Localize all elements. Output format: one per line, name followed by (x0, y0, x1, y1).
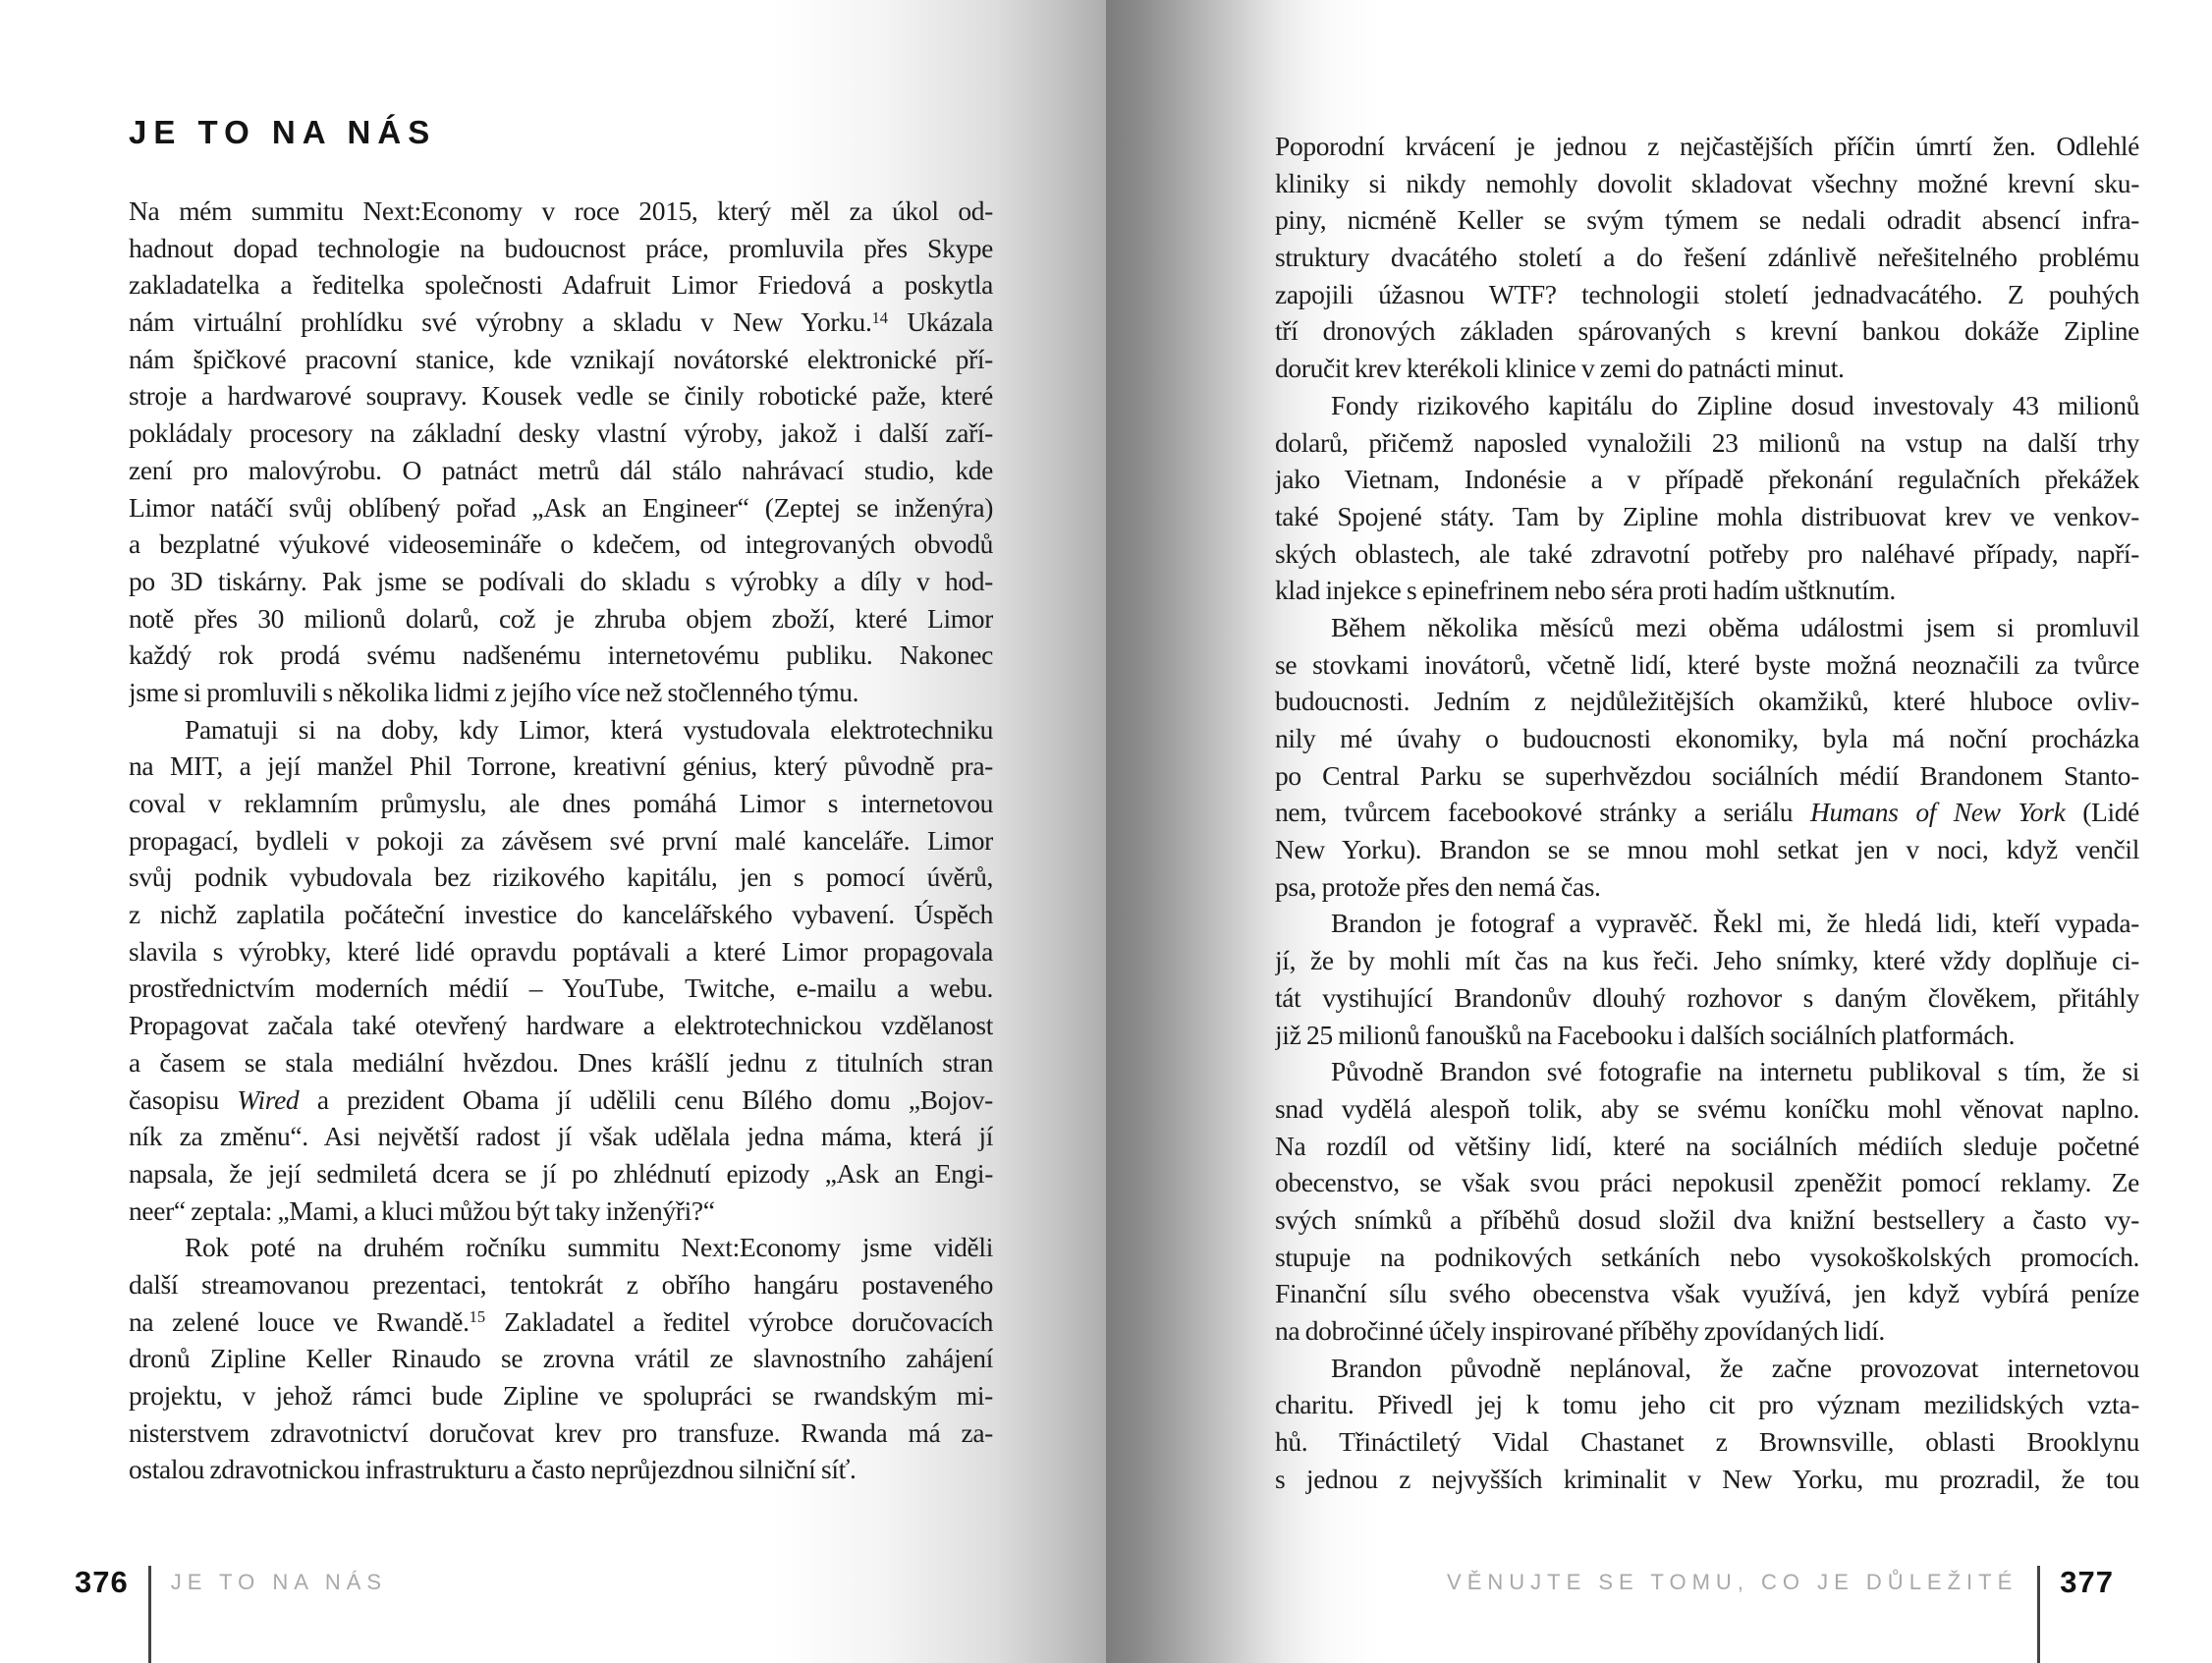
text-line: piny, nicméně Keller se svým týmem se nedali odradit absencí infra- (1275, 204, 2139, 236)
left-page-body (129, 193, 993, 1488)
text-line: na MIT, a její manžel Phil Torrone, kreativní génius, který původně pra- (129, 750, 993, 782)
running-title-right: VĚNUJTE SE TOMU, CO JE DŮLEŽITÉ (1447, 1570, 2018, 1594)
text-line: jí, že by mohli mít čas na kus řeči. Jeho snímky, které vždy doplňuje ci- (1275, 945, 2139, 976)
text-line: Fondy rizikového kapitálu do Zipline dosud investovaly 43 milionů (1331, 389, 2139, 420)
text-line: kliniky si nikdy nemohly dovolit skladovat všechny možné krevní sku- (1275, 167, 2139, 198)
text-line: struktury dvacátého století a do řešení zdánlivě neřešitelného problému (1275, 242, 2139, 273)
text-line: Původně Brandon své fotografie na internetu publikoval s tím, že si (1331, 1056, 2139, 1087)
text-line: Rok poté na druhém ročníku summitu Next:Economy jsme viděli (185, 1232, 993, 1263)
text-line: a časem se stala mediální hvězdou. Dnes krášlí jednu z titulních stran (129, 1046, 993, 1078)
text-line: Finanční sílu svého obecenstva však využívá, jen když vybírá peníze (1275, 1278, 2139, 1309)
footnote-reference: 14 (871, 307, 888, 327)
text-line: stupuje na podnikových setkáních nebo vysokoškolských promocích. (1275, 1241, 2139, 1272)
text-line: nem, tvůrcem facebookové stránky a seriálu Humans of New York (Lidé (1275, 797, 2139, 828)
text-line: notě přes 30 milionů dolarů, což je zhruba objem zboží, které Limor (129, 602, 993, 634)
page-number-left: 376 (75, 1565, 129, 1599)
text-line: New Yorku). Brandon se se mnou mohl setkat jen v noci, když venčil (1275, 834, 2139, 865)
text-line: tát vystihující Brandonův dlouhý rozhovor s daným člověkem, přitáhly (1275, 981, 2139, 1013)
italic-title: Wired (237, 1083, 300, 1115)
text-line: slavila s výrobky, které lidé opravdu poptávali a které Limor propagovala (129, 935, 993, 967)
text-line: neer“ zeptala: „Mami, a kluci můžou být taky inženýři?“ (129, 1194, 715, 1226)
text-line: dronů Zipline Keller Rinaudo se zrovna vrátil ze slavnostního zahájení (129, 1343, 993, 1374)
text-line: na dobročinné účely inspirované příběhy zpovídaných lidí. (1275, 1315, 1885, 1346)
chapter-heading: JE TO NA NÁS (129, 114, 437, 150)
text-line: pokládaly procesory na základní desky vlastní výroby, jakož i další zaří- (129, 417, 993, 449)
text-line: časopisu Wired a prezident Obama jí udělili cenu Bílého domu „Bojov- (129, 1083, 993, 1115)
text-line: a bezplatné výukové videosemináře o kdečem, od integrovaných obvodů (129, 528, 993, 560)
right-page-body (1275, 128, 2139, 1497)
text-line: ostalou zdravotnickou infrastrukturu a často neprůjezdnou silniční síť. (129, 1454, 857, 1485)
text-line: Během několika měsíců mezi oběma událostmi jsem si promluvil (1331, 611, 2139, 642)
text-line: další streamovanou prezentaci, tentokrát z obřího hangáru postaveného (129, 1268, 993, 1300)
text-line: z nichž zaplatila počáteční investice do kancelářského vybavení. Úspěch (129, 899, 993, 930)
page-number-right: 377 (2060, 1565, 2114, 1599)
text-line: Na mém summitu Next:Economy v roce 2015, který měl za úkol od- (129, 195, 993, 226)
text-line: stroje a hardwarové soupravy. Kousek vedle se činily robotické paže, které (129, 380, 993, 412)
text-line: Pamatuji si na doby, kdy Limor, která vystudovala elektrotechniku (185, 713, 993, 745)
text-line: Propagovat začala také otevřený hardware a elektrotechnickou vzdělanost (129, 1010, 993, 1041)
text-line: napsala, že její sedmiletá dcera se jí po zhlédnutí epizody „Ask an Engi- (129, 1157, 993, 1189)
text-line: zakladatelka a ředitelka společnosti Adafruit Limor Friedová a poskytla (129, 269, 993, 301)
text-line: dolarů, přičemž naposled vynaložili 23 milionů na vstup na další trhy (1275, 426, 2139, 458)
text-line: Poporodní krvácení je jednou z nejčastějších příčin úmrtí žen. Odlehlé (1275, 131, 2139, 161)
footer-right (1447, 1566, 2114, 1663)
text-line: zení pro malovýrobu. O patnáct metrů dál stálo nahrávací studio, kde (129, 454, 993, 485)
footer-rule-left (148, 1566, 151, 1663)
text-line: nisterstvem zdravotnictví doručovat krev pro transfuze. Rwanda má za- (129, 1416, 993, 1448)
text-line: obecenstvo, se však svou práci nepokusil zpeněžit pomocí reklamy. Ze (1275, 1167, 2139, 1198)
footnote-reference: 15 (469, 1307, 486, 1327)
text-line: budoucnosti. Jedním z nejdůležitějších okamžiků, které hluboce ovliv- (1275, 686, 2139, 717)
text-line: po 3D tiskárny. Pak jsme se podívali do skladu s výrobky a díly v hod- (129, 565, 993, 596)
italic-title: Humans of New York (1809, 797, 2066, 828)
text-line: hů. Třináctiletý Vidal Chastanet z Brownsville, oblasti Brooklynu (1275, 1426, 2139, 1458)
text-line: svých snímků a příběhů dosud složil dva knižní bestsellery a často vy- (1275, 1203, 2139, 1235)
text-line: také Spojené státy. Tam by Zipline mohla distribuovat krev ve venkov- (1275, 500, 2139, 531)
text-line: hadnout dopad technologie na budoucnost práce, promluvila přes Skype (129, 232, 993, 263)
text-line: svůj podnik vybudovala bez rizikového kapitálu, jen s pomocí úvěrů, (129, 861, 993, 893)
text-line: tří dronových základen spárovaných s krevní bankou dokáže Zipline (1275, 315, 2139, 347)
text-line: Brandon je fotograf a vypravěč. Řekl mi, že hledá lidi, kteří vypada- (1331, 908, 2139, 939)
text-line: jako Vietnam, Indonésie a v případě překonání regulačních překážek (1275, 464, 2139, 495)
text-line: s jednou z nejvyšších kriminalit v New Yorku, mu prozradil, že tou (1275, 1463, 2139, 1494)
text-line: nám virtuální prohlídku své výrobny a skladu v New Yorku.$^{14}$ Ukázala (129, 306, 993, 338)
text-line: charitu. Přivedl jej k tomu jeho cit pro význam mezilidských vzta- (1275, 1389, 2139, 1420)
text-line: klad injekce s epinefrinem nebo séra proti hadím uštknutím. (1275, 575, 1896, 606)
text-line: prostřednictvím moderních médií – YouTube, Twitche, e-mailu a webu. (129, 972, 993, 1004)
text-line: již 25 milionů fanoušků na Facebooku i dalších sociálních platformách. (1275, 1019, 2016, 1050)
text-line: Limor natáčí svůj oblíbený pořad „Ask an Engineer“ (Zeptej se inženýra) (129, 491, 993, 523)
text-line: projektu, v jehož rámci bude Zipline ve spolupráci se rwandským mi- (129, 1380, 993, 1411)
text-line: se stovkami inovátorů, včetně lidí, které byste možná neoznačili za tvůrce (1275, 648, 2139, 680)
text-line: každý rok prodá svému nadšenému internetovému publiku. Nakonec (129, 639, 993, 671)
footer-left (75, 1566, 387, 1663)
running-title-left: JE TO NA NÁS (170, 1570, 388, 1594)
text-line: doručit krev kterékoli klinice v zemi do patnácti minut. (1275, 353, 1845, 384)
text-line: zapojili úžasnou WTF? technologii století jednadvacátého. Z pouhých (1275, 278, 2139, 309)
text-line: coval v reklamním průmyslu, ale dnes pomáhá Limor s internetovou (129, 788, 993, 818)
footer-rule-right (2037, 1566, 2040, 1663)
text-line: po Central Parku se superhvězdou sociálních médií Brandonem Stanto- (1275, 759, 2139, 791)
text-line: propagací, bydleli v pokoji za závěsem své první malé kanceláře. Limor (129, 824, 993, 856)
text-line: snad vydělá alespoň tolik, aby se svému koníčku mohl věnovat naplno. (1275, 1092, 2139, 1124)
text-line: nily mé úvahy o budoucnosti ekonomiky, byla má noční procházka (1275, 723, 2139, 753)
text-line: nám špičkové pracovní stanice, kde vznikají novátorské elektronické pří- (129, 343, 993, 374)
text-line: psa, protože přes den nemá čas. (1275, 870, 1601, 902)
text-line: Na rozdíl od většiny lidí, které na sociálních médiích sleduje početné (1275, 1130, 2139, 1161)
text-line: jsme si promluvili s několika lidmi z jejího více než stočlenného týmu. (129, 676, 859, 707)
text-line: Brandon původně neplánoval, že začne provozovat internetovou (1331, 1352, 2139, 1383)
text-line: na zelené louce ve Rwandě.$^{15}$ Zakladatel a ředitel výrobce doručovacích (129, 1305, 993, 1337)
text-line: ských oblastech, ale také zdravotní potřeby pro naléhavé případy, napří- (1275, 537, 2139, 569)
text-line: ník za změnu“. Asi největší radost jí však udělala jedna máma, která jí (129, 1121, 993, 1152)
